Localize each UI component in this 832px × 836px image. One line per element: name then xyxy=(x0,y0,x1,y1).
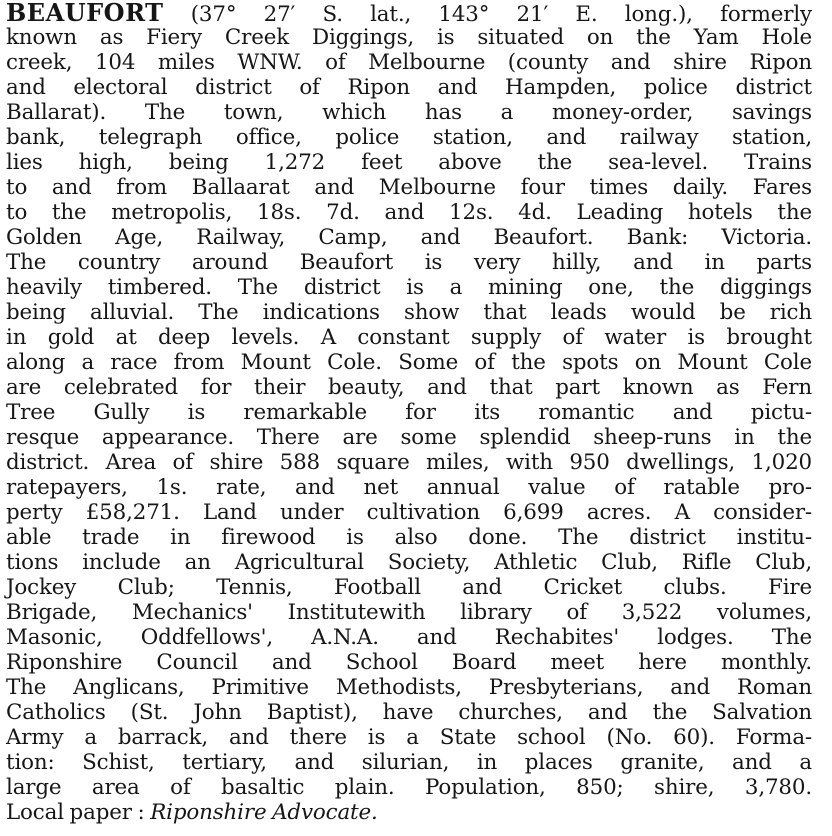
text-line: tion: Schist, tertiary, and silurian, in places granite, and a xyxy=(6,750,812,775)
text-line: large area of basaltic plain. Population, 850; shire, 3,780. xyxy=(6,775,812,800)
text-line: Jockey Club; Tennis, Football and Cricket clubs. Fire xyxy=(6,575,812,600)
text-line: bank, telegraph office, police station, and railway station, xyxy=(6,125,812,150)
text-line: resque appearance. There are some splendid sheep-runs in the xyxy=(6,425,812,450)
text-line: and electoral district of Ripon and Hampden, police district xyxy=(6,75,812,100)
text-line: along a race from Mount Cole. Some of the spots on Mount Cole xyxy=(6,350,812,375)
text-line: Masonic, Oddfellows', A.N.A. and Rechabites' lodges. The xyxy=(6,625,812,650)
text-line: Ballarat). The town, which has a money-order, savings xyxy=(6,100,812,125)
text-line: Golden Age, Railway, Camp, and Beaufort. Bank: Victoria. xyxy=(6,225,812,250)
text-line: heavily timbered. The district is a mining one, the diggings xyxy=(6,275,812,300)
text-line: lies high, being 1,272 feet above the sea-level. Trains xyxy=(6,150,812,175)
text-line: tions include an Agricultural Society, Athletic Club, Rifle Club, xyxy=(6,550,812,575)
text-line: district. Area of shire 588 square miles, with 950 dwellings, 1,020 xyxy=(6,450,812,475)
text-line-final: Local paper : Riponshire Advocate. xyxy=(6,800,378,825)
text-line: in gold at deep levels. A constant supply of water is brought xyxy=(6,325,812,350)
text-line: to the metropolis, 18s. 7d. and 12s. 4d. Leading hotels the xyxy=(6,200,812,225)
text-line: are celebrated for their beauty, and that part known as Fern xyxy=(6,375,812,400)
text-line: to and from Ballaarat and Melbourne four times daily. Fares xyxy=(6,175,812,200)
text-line: known as Fiery Creek Diggings, is situated on the Yam Hole xyxy=(6,25,812,50)
text-line: The Anglicans, Primitive Methodists, Presbyterians, and Roman xyxy=(6,675,812,700)
text-line: Army a barrack, and there is a State school (No. 60). Forma- xyxy=(6,725,812,750)
text-line: creek, 104 miles WNW. of Melbourne (county and shire Ripon xyxy=(6,50,812,75)
text-line: Riponshire Council and School Board meet here monthly. xyxy=(6,650,812,675)
text-line: Brigade, Mechanics' Institutewith library of 3,522 volumes, xyxy=(6,600,812,625)
text-line: ratepayers, 1s. rate, and net annual value of ratable pro- xyxy=(6,475,812,500)
text-line: able trade in firewood is also done. The district institu- xyxy=(6,525,812,550)
text-line: being alluvial. The indications show that leads would be rich xyxy=(6,300,812,325)
text-line: BEAUFORT (37° 27′ S. lat., 143° 21′ E. long.), formerly xyxy=(6,0,812,27)
text-line: perty £58,271. Land under cultivation 6,699 acres. A consider- xyxy=(6,500,812,525)
text-line: The country around Beaufort is very hilly, and in parts xyxy=(6,250,812,275)
headword: BEAUFORT xyxy=(6,0,164,27)
text-line: Catholics (St. John Baptist), have churches, and the Salvation xyxy=(6,700,812,725)
article-page xyxy=(6,0,812,836)
text-line: Tree Gully is remarkable for its romantic and pictu- xyxy=(6,400,812,425)
newspaper-title: Riponshire Advocate. xyxy=(150,800,378,825)
